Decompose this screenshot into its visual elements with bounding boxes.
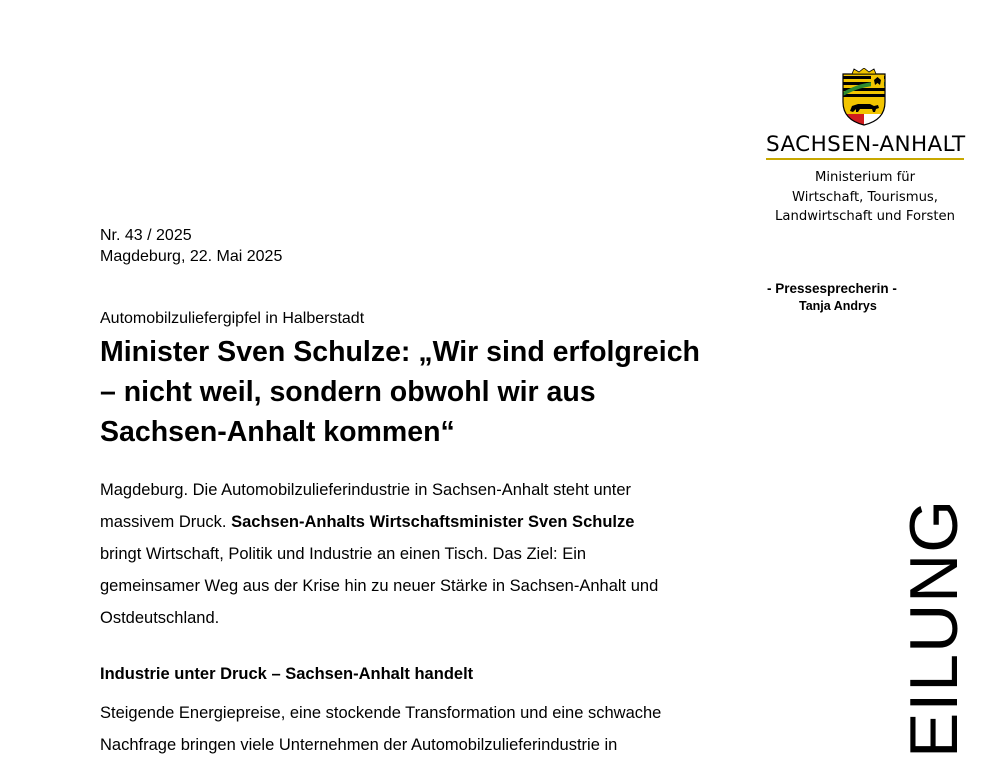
lead-line-1: Magdeburg. Die Automobilzulieferindustrie in Sachsen-Anhalt steht unter — [100, 481, 632, 499]
lead-line-2 — [100, 506, 750, 538]
article-kicker: Automobilzuliefergipfel in Halberstadt — [100, 310, 365, 327]
headline-line-3: Sachsen-Anhalt kommen“ — [100, 416, 455, 448]
release-number: Nr. 43 / 2025 — [100, 227, 192, 244]
lead-line-3: bringt Wirtschaft, Politik und Industrie an einen Tisch. Das Ziel: Ein — [100, 545, 587, 563]
para2-line-2: Nachfrage bringen viele Unternehmen der Automobilzulieferindustrie in — [100, 736, 618, 754]
lead-line-2-plain: massivem Druck. — [100, 513, 232, 531]
ministry-line-2: Wirtschaft, Tourismus, — [792, 189, 938, 205]
article-subhead: Industrie unter Druck – Sachsen-Anhalt handelt — [100, 665, 474, 683]
ministry-line-1: Ministerium für — [814, 170, 916, 185]
press-spokesperson-name: Tanja Andrys — [799, 299, 877, 313]
headline-line-1: Minister Sven Schulze: „Wir sind erfolgreich — [100, 336, 700, 368]
release-place-date: Magdeburg, 22. Mai 2025 — [100, 248, 283, 265]
lead-line-2-bold: Sachsen-Anhalts Wirtschaftsminister Sven Schulze — [231, 513, 635, 531]
ministry-name — [766, 168, 964, 227]
lead-line-5: Ostdeutschland. — [100, 609, 220, 627]
logo-divider — [766, 158, 964, 160]
article-lead — [100, 474, 750, 634]
vertical-document-type: EILUNG — [896, 498, 972, 758]
state-name: SACHSEN-ANHALT — [766, 132, 966, 157]
headline-line-2: – nicht weil, sondern obwohl wir aus — [100, 376, 596, 408]
para2-line-1: Steigende Energiepreise, eine stockende Transformation und eine schwache — [100, 704, 662, 722]
coat-of-arms-logo — [840, 68, 888, 126]
ministry-line-3: Landwirtschaft und Forsten — [775, 209, 955, 224]
lead-line-4: gemeinsamer Weg aus der Krise hin zu neuer Stärke in Sachsen-Anhalt und — [100, 577, 659, 595]
press-spokesperson-role: - Pressesprecherin - — [767, 281, 897, 296]
article-headline — [100, 332, 750, 452]
article-paragraph-2 — [100, 697, 750, 761]
release-meta — [100, 225, 282, 267]
